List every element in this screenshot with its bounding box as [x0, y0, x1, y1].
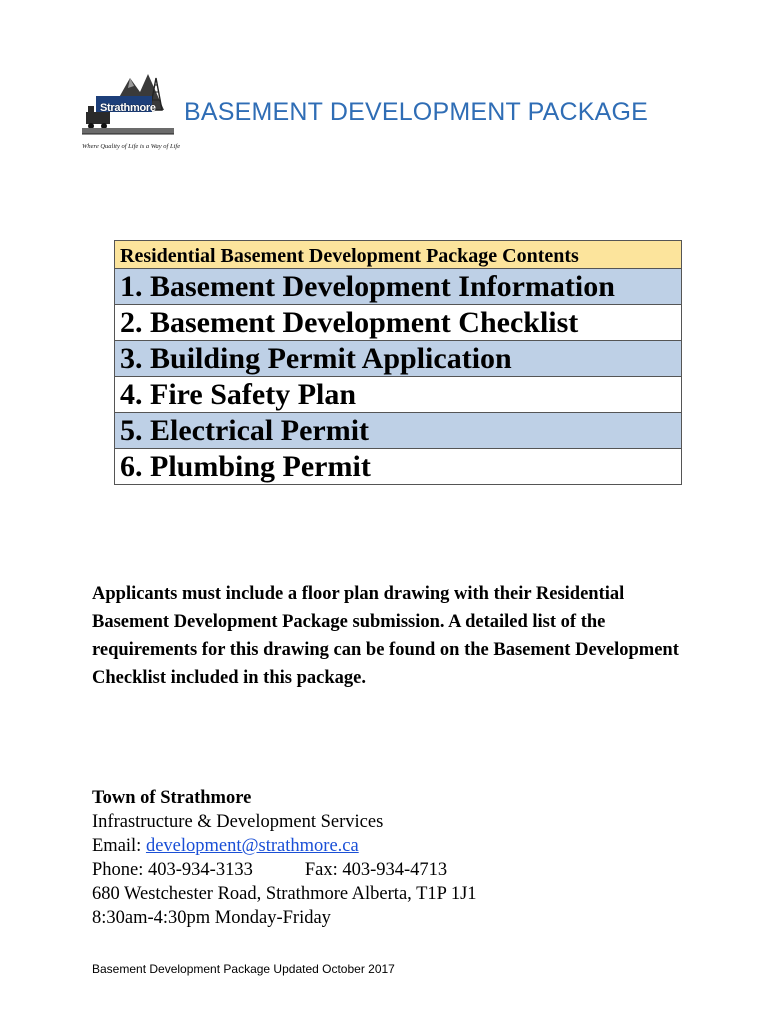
contents-table	[114, 240, 682, 485]
contact-block	[92, 786, 712, 930]
contact-email-line	[92, 834, 712, 858]
contact-department: Infrastructure & Development Services	[92, 812, 384, 832]
footer-text: Basement Development Package Updated October 2017	[92, 962, 395, 976]
contact-phone-line	[92, 858, 712, 882]
contact-phone: Phone: 403-934-3133	[92, 860, 253, 880]
contact-hours: 8:30am-4:30pm Monday-Friday	[92, 908, 331, 928]
strathmore-logo	[82, 70, 181, 158]
contents-item: 2. Basement Development Checklist	[115, 305, 681, 341]
contents-heading: Residential Basement Development Package Contents	[115, 241, 681, 269]
contents-item: 6. Plumbing Permit	[120, 450, 371, 483]
contents-item: 1. Basement Development Information	[115, 269, 681, 305]
email-label: Email:	[92, 836, 146, 856]
contact-address: 680 Westchester Road, Strathmore Alberta, T1P 1J1	[92, 884, 477, 904]
contents-item: 5. Electrical Permit	[115, 413, 681, 449]
contact-fax: Fax: 403-934-4713	[304, 860, 448, 880]
email-link[interactable]: development@strathmore.ca	[145, 836, 359, 856]
floor-plan-note: Applicants must include a floor plan drawing with their Residential Basement Development Package submission. A detailed list of the requirements for this drawing can be found on the Basement Development Checklist included in this package.	[92, 584, 679, 688]
contents-item: 3. Building Permit Application	[115, 341, 681, 377]
logo-name: Strathmore	[100, 102, 156, 114]
document-title: BASEMENT DEVELOPMENT PACKAGE	[184, 98, 649, 126]
contact-org: Town of Strathmore	[92, 788, 252, 808]
logo-tagline: Where Quality of Life is a Way of Life	[82, 143, 181, 150]
contents-item: 4. Fire Safety Plan	[115, 377, 681, 413]
